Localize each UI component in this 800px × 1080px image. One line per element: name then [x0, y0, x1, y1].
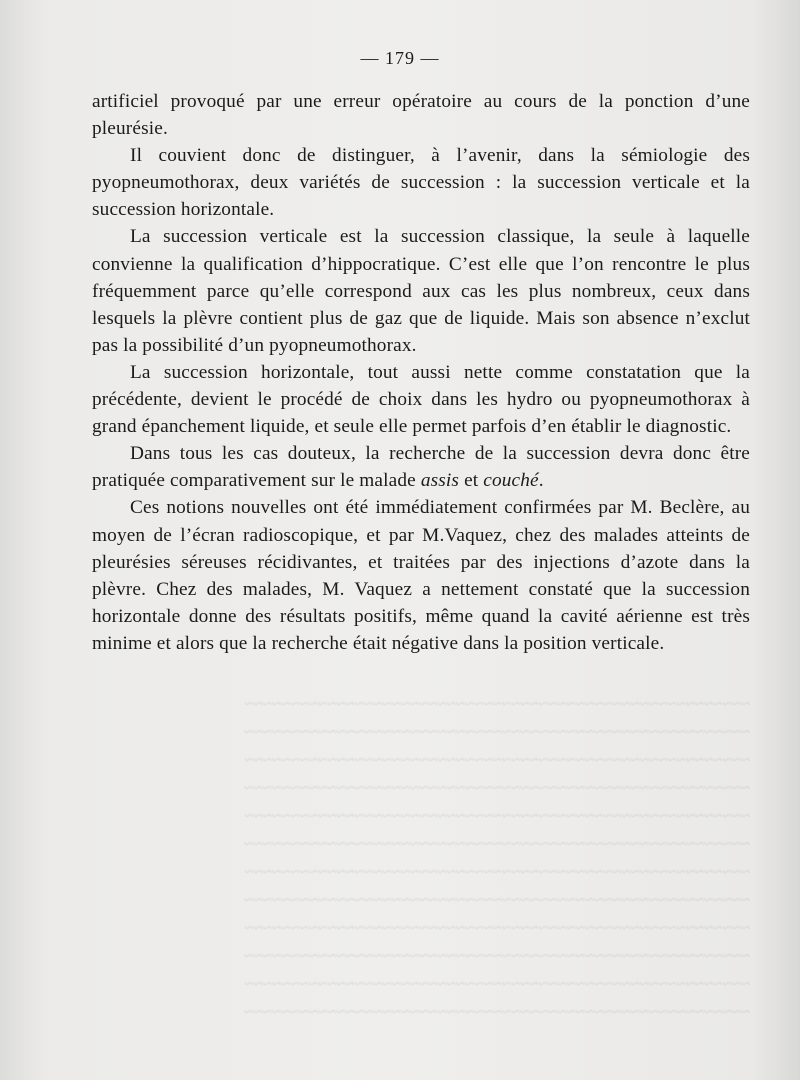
paragraph-doubtful-cases	[92, 440, 750, 494]
page-number: — 179 —	[360, 48, 440, 68]
doubtful-cases-text-middle: et	[459, 470, 484, 492]
paragraph-continuation: artificiel provoqué par une erreur opératoire au cours de la ponction d’une pleurésie.	[92, 91, 750, 140]
paragraph-two-varieties: Il couvient donc de distinguer, à l’avenir, dans la sémiologie des pyopneumothorax, deux variétés de succession : la succession verticale et la succession horizontale.	[92, 145, 750, 221]
italic-couche: couché	[483, 470, 539, 492]
doubtful-cases-text-end: .	[538, 470, 544, 492]
paragraph-vertical-succession: La succession verticale est la succession classique, la seule à laquelle convienne la qualification d’hippocratique. C’est elle que l’on rencontre le plus fréquemment parce qu’elle correspond aux cas les plus nombreux, ceux dans lesquels la plèvre contient plus de gaz que de liquide. Mais son absence n’exclut pas la possibilité d’un pyopneumothorax.	[92, 226, 750, 356]
paragraph-new-notions: Ces notions nouvelles ont été immédiatement confirmées par M. Beclère, au moyen de l’écran radioscopique, et par M.Vaquez, chez des malades atteints de pleurésies séreuses récidivantes, et traitées par des injections d’azote dans la plèvre. Chez des malades, M. Vaquez a nettement constaté que la succession horizontale donne des résultats positifs, même quand la cavité aérienne est très minime et alors que la recherche était négative dans la position verticale.	[92, 497, 750, 654]
doubtful-cases-text-start: Dans tous les cas douteux, la recherche de la succession devra donc être pratiquée comparativement sur le malade	[92, 443, 750, 492]
italic-assis: assis	[420, 470, 460, 492]
paragraph-horizontal-succession: La succession horizontale, tout aussi nette comme constatation que la précédente, devient le procédé de choix dans les hydro ou pyopneumothorax à grand épanchement liquide, et seule elle permet parfois d’en établir le diagnostic.	[92, 361, 750, 438]
body-text	[92, 88, 750, 657]
show-through-texture: ~~~~~~~~~~~~~~~~~~~~~~~~~~~~~~~~~~~~~~~~~~~~~~~~~~~~~~~ ~~~~~~~~~~~~~~~~~~~~~~~~~~~~~~~~~~~~~~~~~~~~~~~~~~~~~~~ ~~~~~~~~~~~~~~~~~~~~~~~~~~~~~~~~~~~~~~~~~~~~~~~~~~~~~~~ ~~~~~~~~~~~~~~~~~~~~~~~~~~~~~~~~~~~~~~~~~~~~~~~~~~~~~~~ ~~~~~~~~~~~~~~~~~~~~~~~~~~~~~~~~~~~~~~~~~~~~~~~~~~~~~~~ ~~~~~~~~~~~~~~~~~~~~~~~~~~~~~~~~~~~~~~~~~~~~~~~~~~~~~~~ ~~~~~~~~~~~~~~~~~~~~~~~~~~~~~~~~~~~~~~~~~~~~~~~~~~~~~~~ ~~~~~~~~~~~~~~~~~~~~~~~~~~~~~~~~~~~~~~~~~~~~~~~~~~~~~~~ ~~~~~~~~~~~~~~~~~~~~~~~~~~~~~~~~~~~~~~~~~~~~~~~~~~~~~~~ ~~~~~~~~~~~~~~~~~~~~~~~~~~~~~~~~~~~~~~~~~~~~~~~~~~~~~~~ ~~~~~~~~~~~~~~~~~~~~~~~~~~~~~~~~~~~~~~~~~~~~~~~~~~~~~~~ ~~~~~~~~~~~~~~~~~~~~~~~~~~~~~~~~~~~~~~~~~~~~~~~~~~~~~~~	[244, 694, 750, 1021]
